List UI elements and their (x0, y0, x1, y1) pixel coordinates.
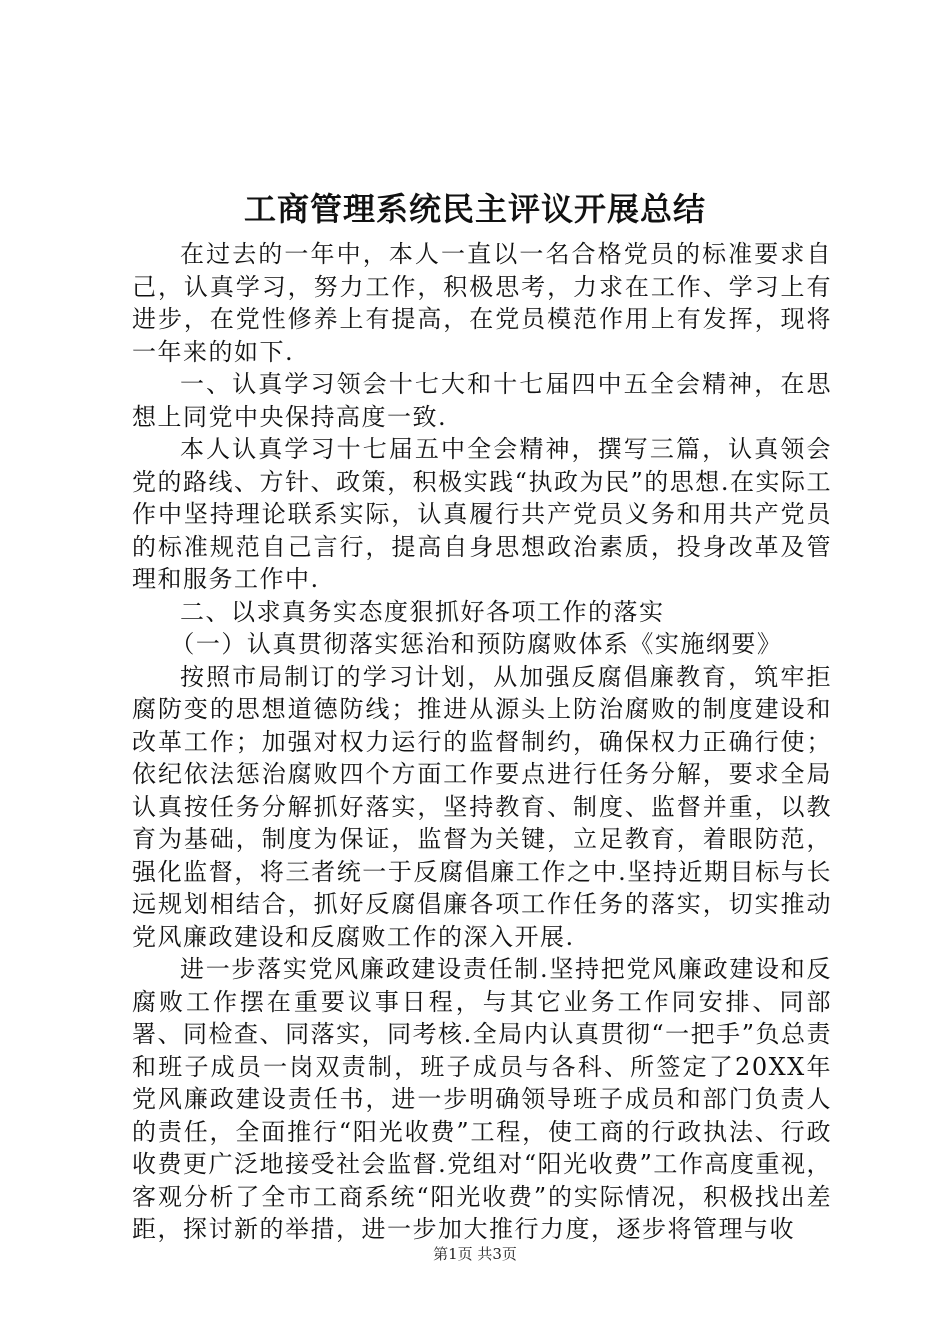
page-number-footer: 第1页 共3页 (433, 1245, 517, 1263)
paragraph-plan: 按照市局制订的学习计划，从加强反腐倡廉教育，筑牢拒腐防变的思想道德防线；推进从源头上防治腐败的制度建设和改革工作；加强对权力运行的监督制约，确保权力正确行使；依纪依法惩治腐败四个方面工作要点进行任务分解，要求全局认真按任务分解抓好落实，坚持教育、制度、监督并重，以教育为基础，制度为保证，监督为关键，立足教育，着眼防范，强化监督，将三者统一于反腐倡廉工作之中.坚持近期目标与长远规划相结合，抓好反腐倡廉各项工作任务的落实，切实推动党风廉政建设和反腐败工作的深入开展. (132, 662, 832, 951)
section-heading-1: 一、认真学习领会十七大和十七届四中五全会精神，在思想上同党中央保持高度一致. (132, 370, 832, 431)
document-body (132, 238, 832, 1246)
paragraph-study: 本人认真学习十七届五中全会精神，撰写三篇，认真领会党的路线、方针、政策，积极实践“执政为民”的思想.在实际工作中坚持理论联系实际，认真履行共产党员义务和用共产党员的标准规范自己言行，提高自身思想政治素质，投身改革及管理和服务工作中. (132, 435, 832, 593)
paragraph-intro: 在过去的一年中，本人一直以一名合格党员的标准要求自己，认真学习，努力工作，积极思考，力求在工作、学习上有进步，在党性修养上有提高，在党员模范作用上有发挥，现将一年来的如下. (132, 240, 832, 366)
section-heading-2: 二、以求真务实态度狠抓好各项工作的落实 (180, 597, 665, 626)
paragraph-responsibility: 进一步落实党风廉政建设责任制.坚持把党风廉政建设和反腐败工作摆在重要议事日程，与其它业务工作同安排、同部署、同检查、同落实，同考核.全局内认真贯彻“一把手”负总责和班子成员一岗双责制，班子成员与各科、所签定了20XX年党风廉政建设责任书，进一步明确领导班子成员和部门负责人的责任，全面推行“阳光收费”工程，使工商的行政执法、行政收费更广泛地接受社会监督.党组对“阳光收费”工作高度重视，客观分析了全市工商系统“阳光收费”的实际情况，积极找出差距，探讨新的举措，进一步加大推行力度，逐步将管理与收 (132, 955, 832, 1243)
subsection-heading-1: （一）认真贯彻落实惩治和预防腐败体系《实施纲要》 (170, 630, 783, 658)
document-title: 工商管理系统民主评议开展总结 (243, 190, 706, 228)
